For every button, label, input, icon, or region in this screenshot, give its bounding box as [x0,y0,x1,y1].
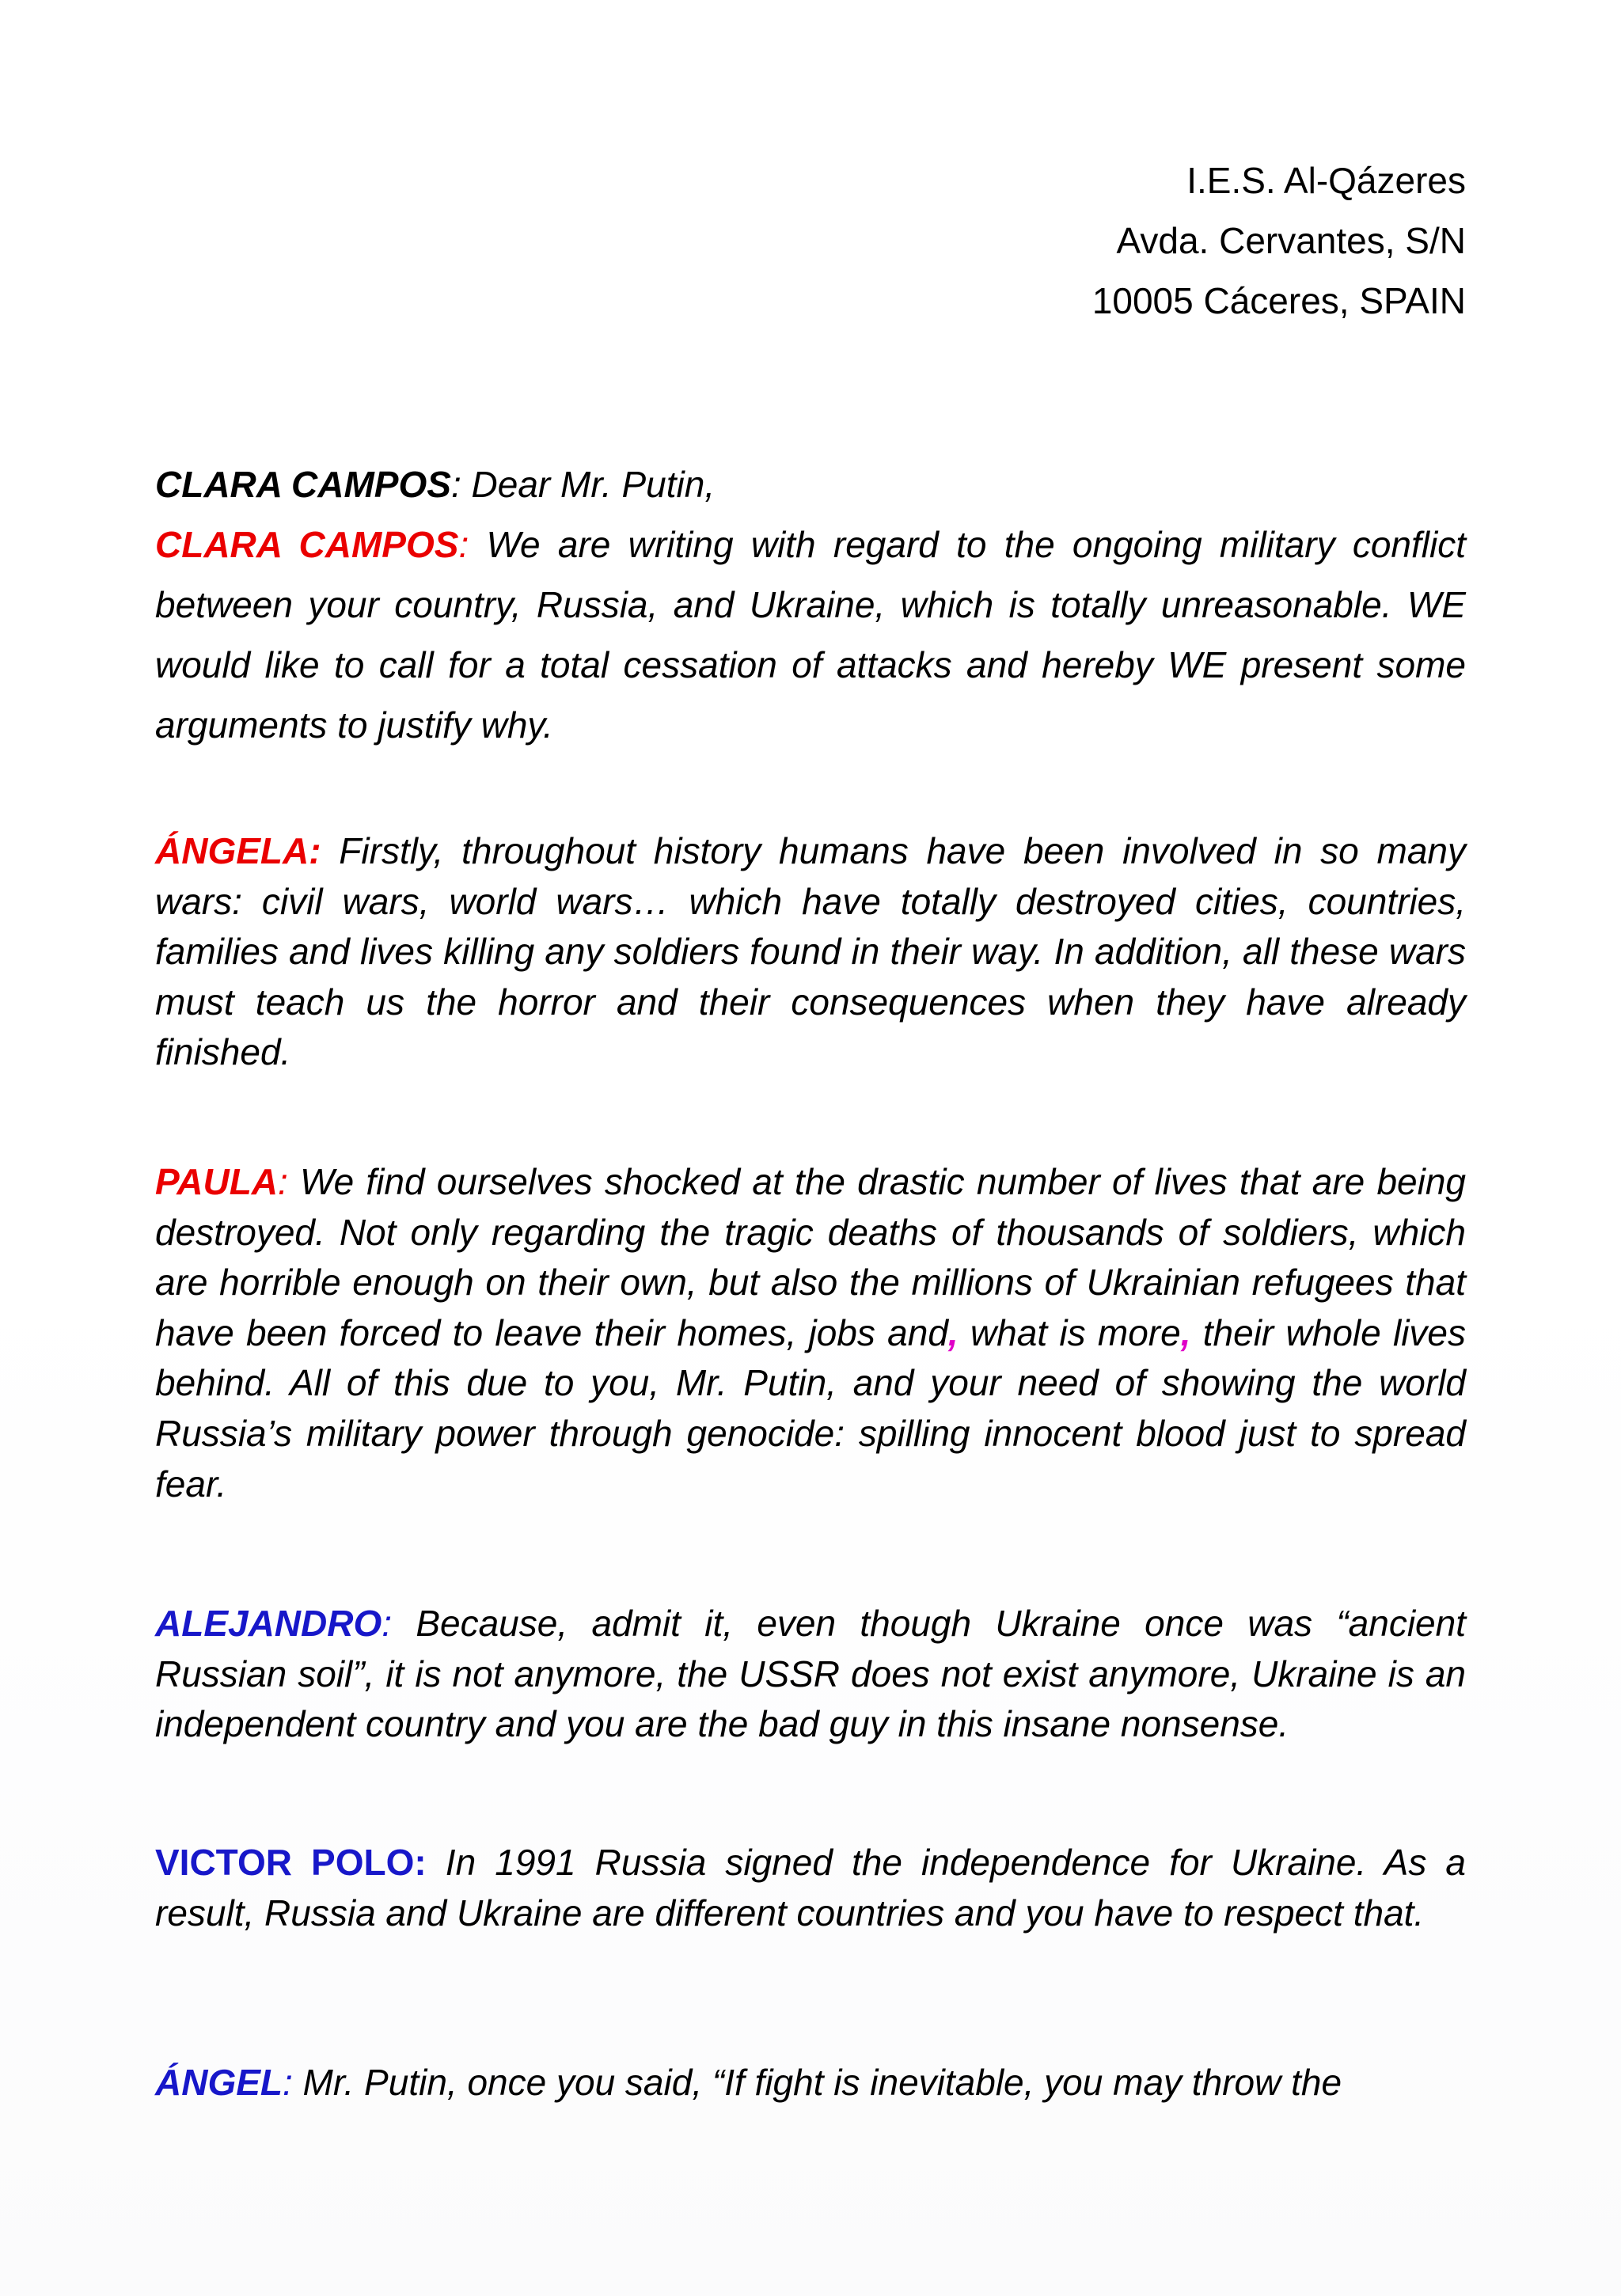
speaker-name: VICTOR POLO: [155,1842,427,1883]
highlighted-comma: , [947,1311,959,1353]
salutation: CLARA CAMPOS: Dear Mr. Putin, [155,464,716,505]
paragraph-text: We find ourselves shocked at the drastic number of lives that are being destroyed. Not only regarding the tragic deaths of thousands of soldiers, which are horrible enough on their own, but also the millions of Ukrainian refugees that have been forced to leave their homes, jobs and [155,1161,1466,1353]
paragraph-text: We are writing with regard to the ongoing military conflict between your country, Russia, and Ukraine, which is totally unreasonable. WE would like to call for a total cessation of attacks and hereby WE present some arguments to justify why. [155,524,1466,746]
salutation-text: Dear Mr. Putin, [461,464,716,505]
paragraph-angela [155,826,1466,1078]
paragraph-text: Mr. Putin, once you said, “If fight is inevitable, you may throw the [292,2062,1342,2103]
speaker-name: CLARA CAMPOS [155,464,451,505]
sender-address [1092,150,1466,331]
paragraph-text: what is more [958,1311,1181,1353]
speaker-name: ALEJANDRO [155,1603,382,1644]
letter-intro [155,454,1466,755]
paragraph-angel: ÁNGEL: Mr. Putin, once you said, “If fight is inevitable, you may throw the [155,2062,1342,2103]
highlighted-comma: , [1180,1311,1191,1353]
speaker-name: CLARA CAMPOS [155,524,459,565]
speaker-name: PAULA [155,1161,279,1202]
speaker-name: ÁNGEL [155,2062,283,2103]
paragraph-text: Because, admit it, even though Ukraine once was “ancient Russian soil”, it is not anymore, the USSR does not exist anymore, Ukraine is an independent country and you are the bad guy in this insane nonsense. [155,1603,1466,1745]
speaker-name: ÁNGELA: [155,830,321,871]
address-line-city: 10005 Cáceres, SPAIN [1091,280,1466,321]
paragraph-victor-polo [155,1838,1466,1938]
paragraph-text: their whole lives behind. All of this due to you, Mr. Putin, and your need of showing the world Russia’s military power through genocide: spilling innocent blood just to spread fear. [155,1311,1466,1505]
paragraph-text: Firstly, throughout history humans have been involved in so many wars: civil wars, world wars… which have totally destroyed cities, countries, families and lives killing any soldiers found in their way. In addition, all these wars must teach us the horror and their consequences when they have already finished. [155,830,1466,1073]
intro-paragraph: CLARA CAMPOS: We are writing with regard to the ongoing military conflict between your country, Russia, and Ukraine, which is totally unreasonable. WE would like to call for a total cessation of attacks and hereby WE present some arguments to justify why. [155,524,1466,746]
paragraph-text: In 1991 Russia signed the independence for Ukraine. As a result, Russia and Ukraine are different countries and you have to respect that. [155,1842,1466,1934]
address-line-street: Avda. Cervantes, S/N [1116,220,1466,261]
paragraph-paula: PAULA: We find ourselves shocked at the drastic number of lives that are being destroyed. Not only regarding the tragic deaths of thousands of soldiers, which are horrible enough on their own, but also the millions of Ukrainian refugees that have been forced to leave their homes, jobs and, what is more, their whole lives behind. All of this due to you, Mr. Putin, and your need of showing the world Russia’s military power through genocide: spilling innocent blood just to spread fear. [155,1161,1466,1505]
address-line-school: I.E.S. Al-Qázeres [1186,160,1466,201]
paragraph-alejandro: ALEJANDRO: Because, admit it, even though Ukraine once was “ancient Russian soil”, it is not anymore, the USSR does not exist anymore, Ukraine is an independent country and you are the bad guy in this insane nonsense. [155,1603,1466,1745]
